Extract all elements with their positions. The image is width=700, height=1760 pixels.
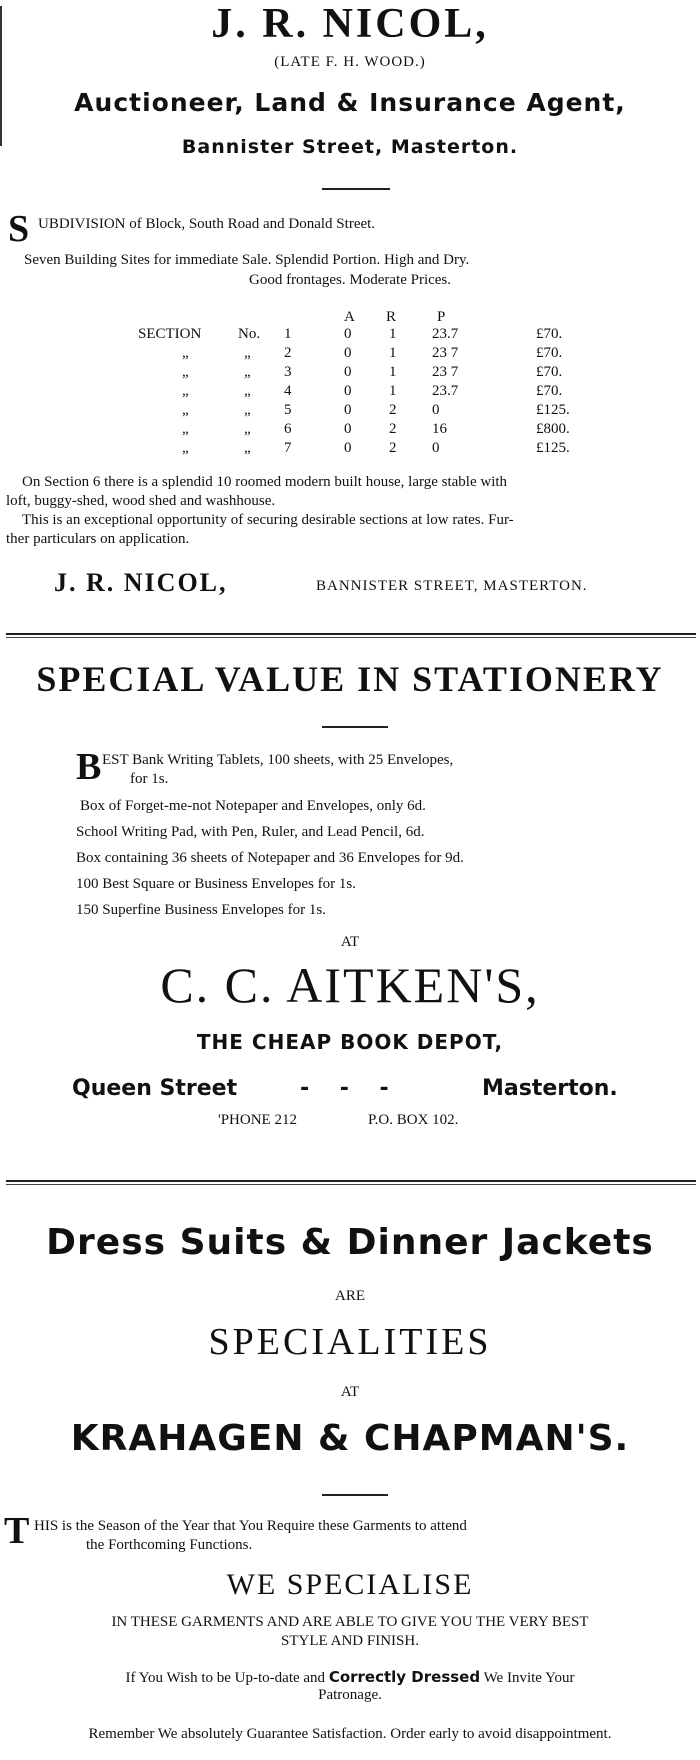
subdivision-frontages-line: Good frontages. Moderate Prices.	[248, 272, 452, 288]
table-row-roods: 1	[389, 345, 397, 361]
table-row-price: £70.	[536, 364, 563, 380]
stationery-item-tablets: EST Bank Writing Tablets, 100 sheets, with 25 Envelopes,	[102, 752, 454, 768]
krahagen-are: ARE	[335, 1288, 365, 1304]
dress-suits-heading: Dress Suits & Dinner Jackets	[46, 1222, 654, 1263]
invite-text-post: We Invite Your	[483, 1670, 575, 1686]
section-6-description-line1: On Section 6 there is a splendid 10 roomed modern built house, large stable with	[22, 474, 508, 490]
aitken-po-box: P.O. BOX 102.	[368, 1112, 459, 1128]
specialities-heading: SPECIALITIES	[208, 1321, 492, 1363]
table-row-no: „	[244, 383, 251, 399]
table-row-roods: 1	[389, 326, 397, 342]
table-row-section-number: 4	[284, 383, 292, 399]
table-row-price: £70.	[536, 383, 563, 399]
table-row-price: £70.	[536, 326, 563, 342]
aitken-depot: THE CHEAP BOOK DEPOT,	[196, 1030, 504, 1054]
invite-line1	[0, 1668, 700, 1687]
table-row-price: £800.	[536, 421, 570, 437]
table-row-no: No.	[238, 326, 261, 342]
table-row-section-number: 7	[284, 440, 292, 456]
nicol-signature-name: J. R. NICOL,	[54, 568, 228, 597]
section-6-description-line2: loft, buggy-shed, wood shed and washhouse.	[6, 493, 276, 509]
table-row-perches: 23.7	[432, 383, 459, 399]
stationery-item-150-envelopes: 150 Superfine Business Envelopes for 1s.	[76, 902, 326, 918]
correctly-dressed-emphasis: Correctly Dressed	[328, 1668, 481, 1686]
stationery-divider	[322, 726, 388, 728]
table-row-roods: 2	[389, 402, 397, 418]
season-line2: the Forthcoming Functions.	[86, 1537, 253, 1553]
subdivision-drop-cap: S	[8, 208, 30, 250]
garments-line2: STYLE AND FINISH.	[281, 1633, 419, 1649]
table-row-acres: 0	[344, 383, 352, 399]
krahagen-divider	[322, 1494, 388, 1496]
section-separator-1	[6, 633, 696, 638]
stationery-item-100-envelopes: 100 Best Square or Business Envelopes for 1s.	[76, 876, 356, 892]
table-row-no: „	[244, 402, 251, 418]
table-row-acres: 0	[344, 326, 352, 342]
table-row-price: £70.	[536, 345, 563, 361]
aitken-at: AT	[340, 934, 360, 950]
table-row-no: „	[244, 440, 251, 456]
table-row-perches: 0	[432, 440, 440, 456]
table-row-acres: 0	[344, 402, 352, 418]
stationery-drop-cap: B	[76, 746, 102, 788]
guarantee-line: Remember We absolutely Guarantee Satisfaction. Order early to avoid disappointment.	[88, 1726, 612, 1742]
table-row-perches: 0	[432, 402, 440, 418]
table-row-perches: 16	[432, 421, 447, 437]
table-row-roods: 2	[389, 421, 397, 437]
nicol-address: Bannister Street, Masterton.	[181, 136, 519, 158]
table-row-acres: 0	[344, 345, 352, 361]
table-header-acres: A	[344, 309, 355, 325]
table-row-label: „	[182, 364, 189, 380]
table-row-perches: 23 7	[432, 345, 459, 361]
stationery-item-school-pad: School Writing Pad, with Pen, Ruler, and Lead Pencil, 6d.	[76, 824, 425, 840]
subdivision-heading-line: UBDIVISION of Block, South Road and Donald Street.	[38, 216, 376, 232]
we-specialise-heading: WE SPECIALISE	[226, 1568, 474, 1601]
nicol-signature-address: BANNISTER STREET, MASTERTON.	[316, 578, 588, 594]
table-row-no: „	[244, 421, 251, 437]
aitken-town: Masterton.	[482, 1076, 618, 1101]
table-header-perches: P	[437, 309, 446, 325]
aitken-dashes: - - -	[300, 1076, 389, 1101]
season-line1: HIS is the Season of the Year that You Require these Garments to attend	[34, 1518, 467, 1534]
nicol-role: Auctioneer, Land & Insurance Agent,	[74, 88, 626, 117]
opportunity-line1: This is an exceptional opportunity of securing desirable sections at low rates. Fur-	[22, 512, 514, 528]
stationery-item-notepaper-box: Box of Forget-me-not Notepaper and Envelopes, only 6d.	[80, 798, 426, 814]
table-row-no: „	[244, 345, 251, 361]
table-row-roods: 1	[389, 364, 397, 380]
table-row-label: „	[182, 440, 189, 456]
section-separator-2	[6, 1180, 696, 1185]
table-row-label: „	[182, 383, 189, 399]
table-row-acres: 0	[344, 440, 352, 456]
season-drop-cap: T	[4, 1510, 30, 1552]
table-row-price: £125.	[536, 440, 570, 456]
nicol-name-heading: J. R. NICOL,	[211, 1, 489, 47]
table-row-section-number: 6	[284, 421, 292, 437]
invite-text-pre: If You Wish to be Up-to-date and	[125, 1670, 326, 1686]
table-row-label: SECTION	[138, 326, 202, 342]
table-row-label: „	[182, 402, 189, 418]
opportunity-line2: ther particulars on application.	[6, 531, 190, 547]
table-row-perches: 23.7	[432, 326, 459, 342]
stationery-item-tablets-price: for 1s.	[130, 771, 169, 787]
table-row-label: „	[182, 421, 189, 437]
aitken-phone: 'PHONE 212	[218, 1112, 297, 1128]
krahagen-at: AT	[340, 1384, 360, 1400]
table-row-acres: 0	[344, 421, 352, 437]
subdivision-sites-line: Seven Building Sites for immediate Sale. Splendid Portion. High and Dry.	[24, 252, 470, 268]
table-row-roods: 2	[389, 440, 397, 456]
table-row-price: £125.	[536, 402, 570, 418]
garments-line1: IN THESE GARMENTS AND ARE ABLE TO GIVE YOU THE VERY BEST	[111, 1614, 589, 1630]
aitken-street: Queen Street	[72, 1076, 238, 1101]
invite-line2: Patronage.	[318, 1687, 382, 1703]
table-row-section-number: 1	[284, 326, 292, 342]
krahagen-name: KRAHAGEN & CHAPMAN'S.	[70, 1418, 630, 1459]
table-row-section-number: 2	[284, 345, 292, 361]
nicol-divider	[322, 188, 390, 190]
table-row-acres: 0	[344, 364, 352, 380]
table-row-no: „	[244, 364, 251, 380]
stationery-title: SPECIAL VALUE IN STATIONERY	[36, 659, 664, 699]
aitken-name: C. C. AITKEN'S,	[160, 957, 540, 1013]
table-header-roods: R	[386, 309, 397, 325]
stationery-item-36-sheets: Box containing 36 sheets of Notepaper and 36 Envelopes for 9d.	[76, 850, 464, 866]
table-row-label: „	[182, 345, 189, 361]
table-row-perches: 23 7	[432, 364, 459, 380]
table-row-roods: 1	[389, 383, 397, 399]
table-row-section-number: 3	[284, 364, 292, 380]
table-row-section-number: 5	[284, 402, 292, 418]
nicol-late-line: (LATE F. H. WOOD.)	[274, 54, 426, 70]
